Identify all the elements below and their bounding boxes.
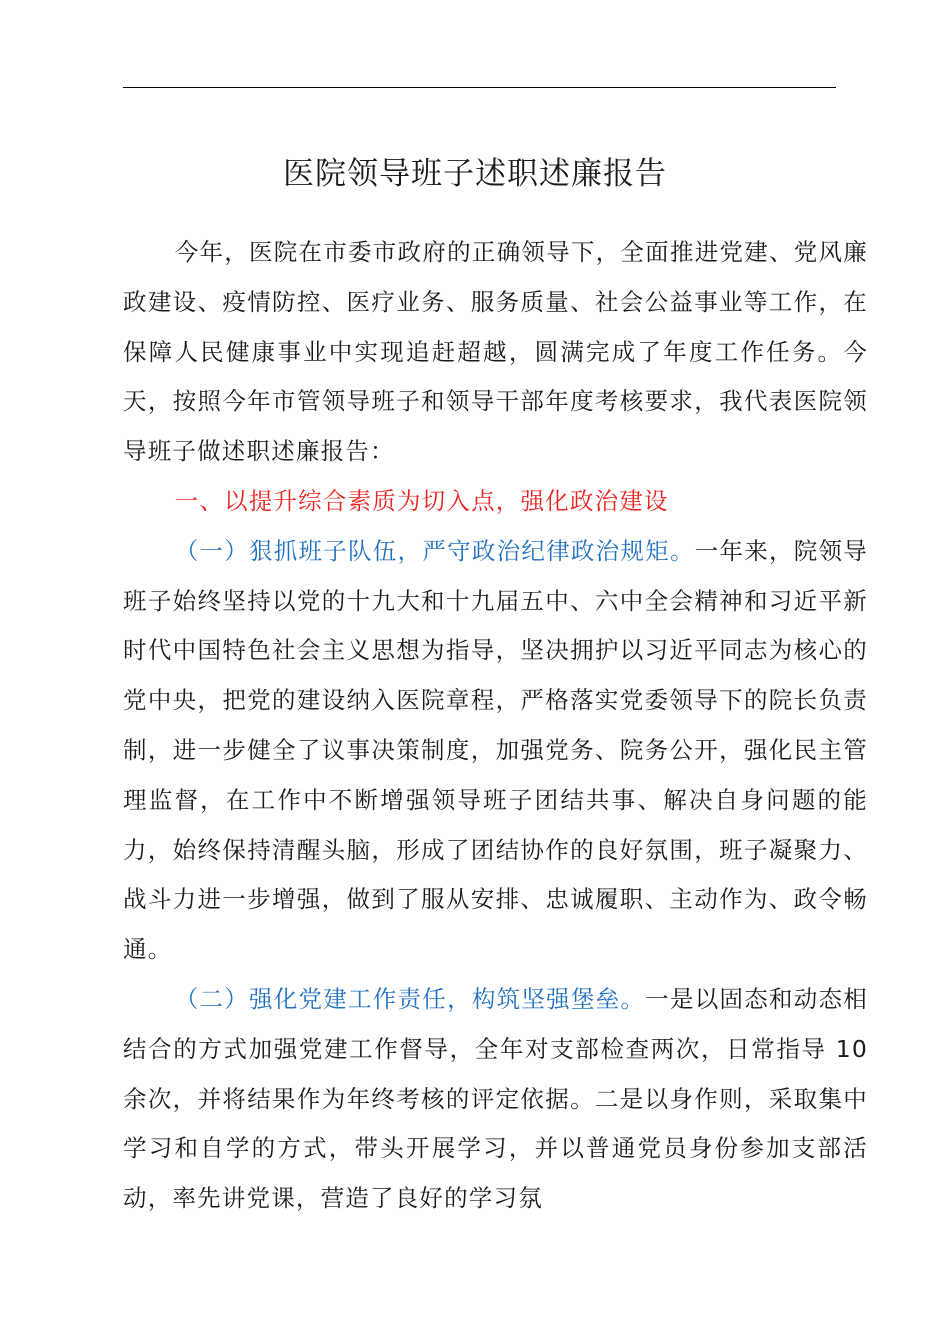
intro-paragraph: 今年，医院在市委市政府的正确领导下，全面推进党建、党风廉政建设、疫情防控、医疗业务、服务质量、社会公益事业等工作，在保障人民健康事业中实现追赶超越，圆满完成了年度工作任务。今天，按照今年市管领导班子和领导干部年度考核要求，我代表医院领导班子做述职述廉报告： xyxy=(123,238,868,466)
subsection-1-text: 一年来，院领导班子始终坚持以党的十九大和十九届五中、六中全会精神和习近平新时代中国特色社会主义思想为指导，坚决拥护以习近平同志为核心的党中央，把党的建设纳入医院章程，严格落实党委领导下的院长负责制，进一步健全了议事决策制度，加强党务、院务公开，强化民主管理监督，在工作中不断增强领导班子团结共事、解决自身问题的能力，始终保持清醒头脑，形成了团结协作的良好氛围，班子凝聚力、战斗力进一步增强，做到了服从安排、忠诚履职、主动作为、政令畅通。 xyxy=(123,536,868,964)
subsection-2-heading: （二）强化党建工作责任，构筑坚强堡垒。 xyxy=(174,984,646,1013)
subsection-2-text: 一是以固态和动态相结合的方式加强党建工作督导，全年对支部检查两次，日常指导 10 余次，并将结果作为年终考核的评定依据。二是以身作则，采取集中学习和自学的方式，带头开展学习，并以普通党员身份参加支部活动，率先讲党课，营造了良好的学习氛 xyxy=(123,984,868,1213)
header-rule xyxy=(123,87,836,88)
subsection-1-heading: （一）狠抓班子队伍，严守政治纪律政治规矩。 xyxy=(174,536,695,565)
section-1-heading: 一、以提升综合素质为切入点，强化政治建设 xyxy=(174,486,669,515)
document-title: 医院领导班子述职述廉报告 xyxy=(283,156,667,192)
section-1-paragraph-2 xyxy=(123,975,868,1224)
document-body xyxy=(123,228,868,1224)
section-1-paragraph-1 xyxy=(123,527,868,975)
